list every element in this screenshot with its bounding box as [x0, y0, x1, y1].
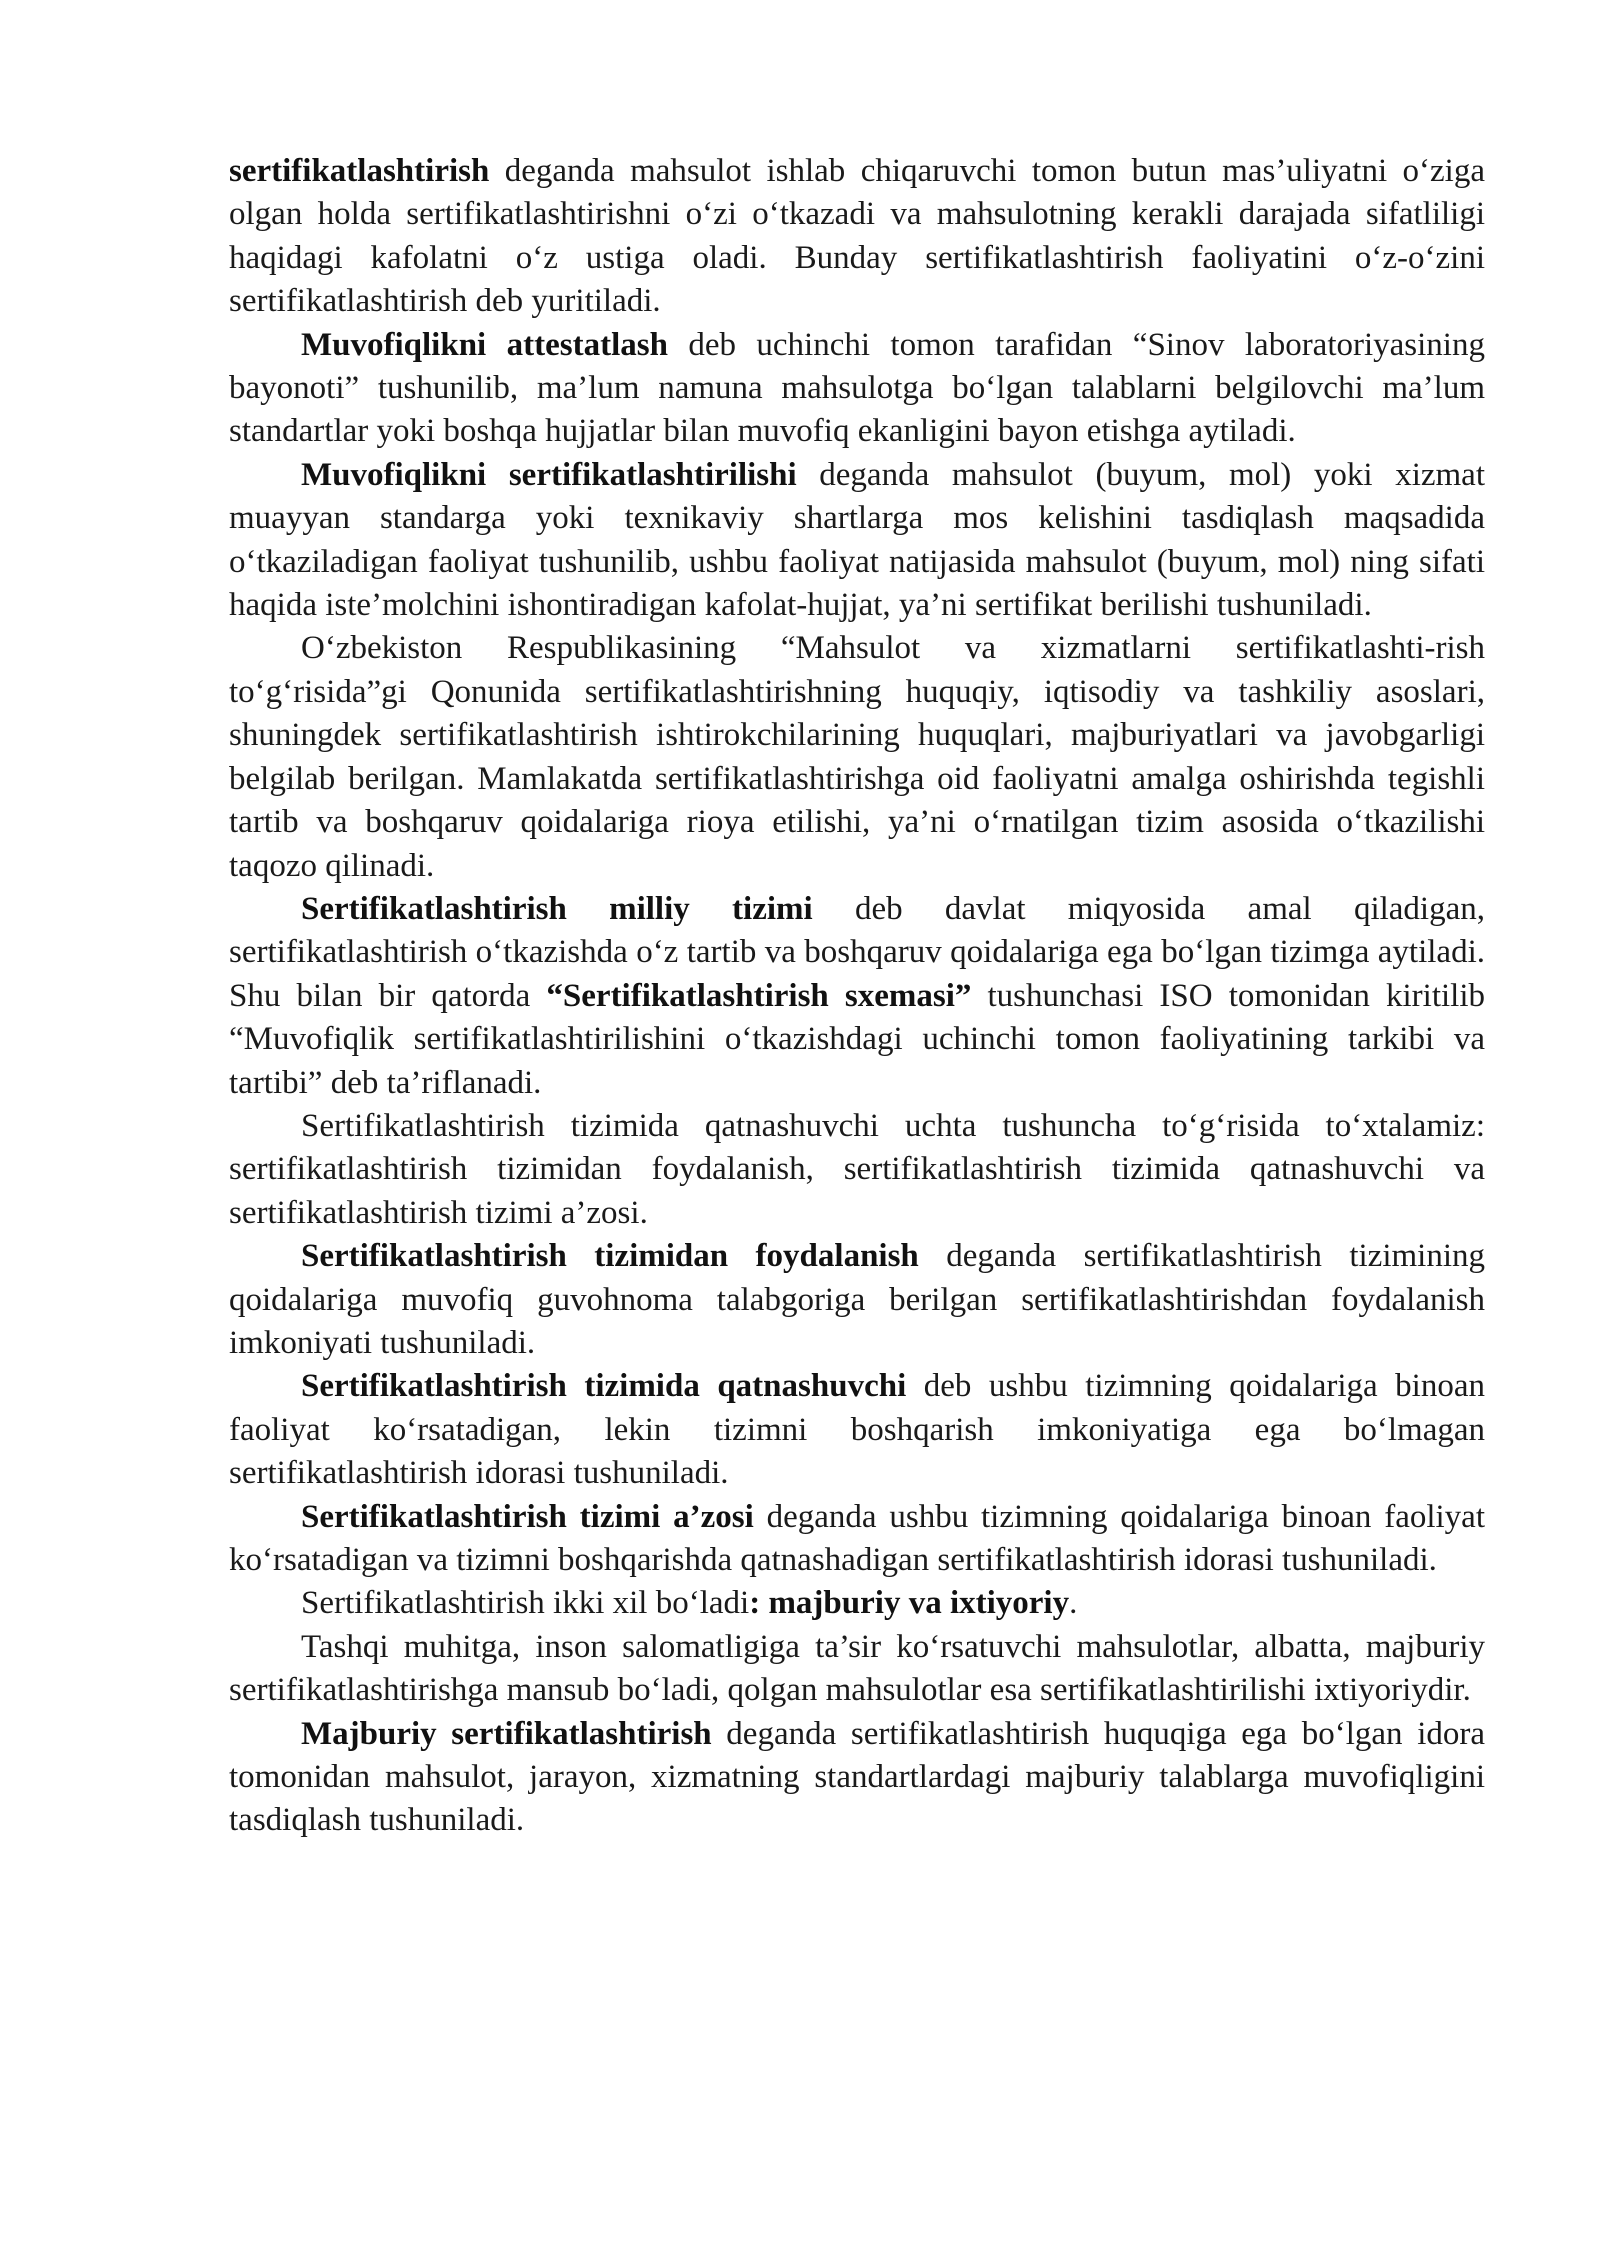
paragraph	[229, 1582, 1485, 1625]
paragraph-text: Sertifikatlashtirish tizimida qatnashuvchi uchta tushuncha to‘g‘risida to‘xtalamiz: sertifikatlashtirish tizimidan foydalanish, sertifikatlashtirish tizimida qatnashuvchi va sertifikatlashtirish tizimi a’zosi.	[229, 1107, 1485, 1231]
paragraph-text: deganda sertifikatlashtirish huquqiga ega bo‘lgan idora tomonidan mahsulot, jarayon, xizmatning standartlardagi majburiy talablarga muvofiqligini tasdiqlash tushuniladi.	[229, 1715, 1485, 1839]
document-body	[229, 150, 1485, 1843]
paragraph	[229, 324, 1485, 454]
paragraph-text: .	[1069, 1585, 1078, 1622]
paragraph	[229, 1496, 1485, 1583]
paragraph	[229, 627, 1485, 887]
bold-term: “Sertifikatlashtirish sxemasi”	[546, 977, 972, 1014]
paragraph	[229, 1235, 1485, 1365]
paragraph-text: deganda mahsulot ishlab chiqaruvchi tomon butun mas’uliyatni o‘ziga olgan holda sertifikatlashtirishni o‘zi o‘tkazadi va mahsulotning kerakli darajada sifatliligi haqidagi kafolatni o‘z ustiga oladi. Bunday sertifikatlashtirish faoliyatini o‘z-o‘zini sertifikatlashtirish deb yuritiladi.	[229, 153, 1485, 320]
paragraph-text: deganda ushbu tizimning qoidalariga binoan faoliyat ko‘rsatadigan va tizimni boshqarishda qatnashadigan sertifikatlashtirish idorasi tushuniladi.	[229, 1498, 1485, 1578]
bold-term: Sertifikatlashtirish tizimi a’zosi	[301, 1498, 754, 1535]
bold-term: sertifikatlashtirish	[229, 153, 490, 189]
paragraph	[229, 1713, 1485, 1843]
paragraph-text: Tashqi muhitga, inson salomatligiga ta’sir ko‘rsatuvchi mahsulotlar, albatta, majburiy sertifikatlashtirishga mansub bo‘ladi, qolgan mahsulotlar esa sertifikatlashtirilishi ixtiyoriydir.	[229, 1628, 1485, 1709]
paragraph-text: O‘zbekiston Respublikasining “Mahsulot va xizmatlarni sertifikatlashti-rish to‘g‘risida”gi Qonunida sertifikatlashtirishning huquqiy, iqtisodiy va tashkiliy asoslari, shuningdek sertifikatlashtirish ishtirokchilarining huquqlari, majburiyatlari va javobgarligi belgilab berilgan. Mamlakatda sertifikatlashtirishga oid faoliyatni amalga oshirishda tegishli tartib va boshqaruv qoidalariga rioya etilishi, ya’ni o‘rnatilgan tizim asosida o‘tkazilishi taqozo qilinadi.	[229, 630, 1485, 884]
bold-term: Majburiy sertifikatlashtirish	[301, 1715, 712, 1752]
paragraph-text: deganda mahsulot (buyum, mol) yoki xizmat muayyan standarga yoki texnikaviy shartlarga mos kelishini tasdiqlash maqsadida o‘tkaziladigan faoliyat tushunilib, ushbu faoliyat natijasida mahsulot (buyum, mol) ning sifati haqida iste’molchini ishontiradigan kafolat-hujjat, ya’ni sertifikat berilishi tushuniladi.	[229, 456, 1485, 624]
paragraph-text: deganda sertifikatlashtirish tizimining qoidalariga muvofiq guvohnoma talabgoriga berilgan sertifikatlashtirishdan foydalanish imkoniyati tushuniladi.	[229, 1238, 1486, 1361]
paragraph-text: tushunchasi ISO tomonidan kiritilib “Muvofiqlik sertifikatlashtirilishini o‘tkazishdagi uchinchi tomon faoliyatining tarkibi va tartibi” deb ta’riflanadi.	[229, 977, 1485, 1101]
paragraph-text: deb uchinchi tomon tarafidan “Sinov laboratoriyasining bayonoti” tushunilib, ma’lum namuna mahsulotga bo‘lgan talablarni belgilovchi ma’lum standartlar yoki boshqa hujjatlar bilan muvofiq ekanligini bayon etishga aytiladi.	[229, 326, 1485, 450]
paragraph	[229, 1365, 1485, 1495]
bold-term: Muvofiqlikni attestatlash	[301, 326, 668, 363]
paragraph	[229, 888, 1485, 1105]
bold-term: Muvofiqlikni sertifikatlashtirilishi	[301, 456, 797, 493]
bold-term: Sertifikatlashtirish milliy tizimi	[301, 890, 813, 927]
paragraph	[229, 150, 1485, 324]
paragraph-text: deb ushbu tizimning qoidalariga binoan faoliyat ko‘rsatadigan, lekin tizimni boshqarish imkoniyatiga ega bo‘lmagan sertifikatlashtirish idorasi tushuniladi.	[229, 1368, 1486, 1492]
bold-term: Sertifikatlashtirish tizimidan foydalanish	[301, 1238, 919, 1275]
paragraph-text: deb davlat miqyosida amal qiladigan, sertifikatlashtirish o‘tkazishda o‘z tartib va boshqaruv qoidalariga ega bo‘lgan tizimga aytiladi. Shu bilan bir qatorda	[229, 890, 1486, 1014]
bold-term: Sertifikatlashtirish tizimida qatnashuvchi	[301, 1368, 907, 1405]
paragraph	[229, 1626, 1485, 1713]
bold-term: : majburiy va ixtiyoriy	[749, 1585, 1070, 1622]
paragraph	[229, 454, 1485, 628]
paragraph-text: Sertifikatlashtirish ikki xil bo‘ladi	[301, 1585, 750, 1622]
paragraph	[229, 1105, 1485, 1235]
